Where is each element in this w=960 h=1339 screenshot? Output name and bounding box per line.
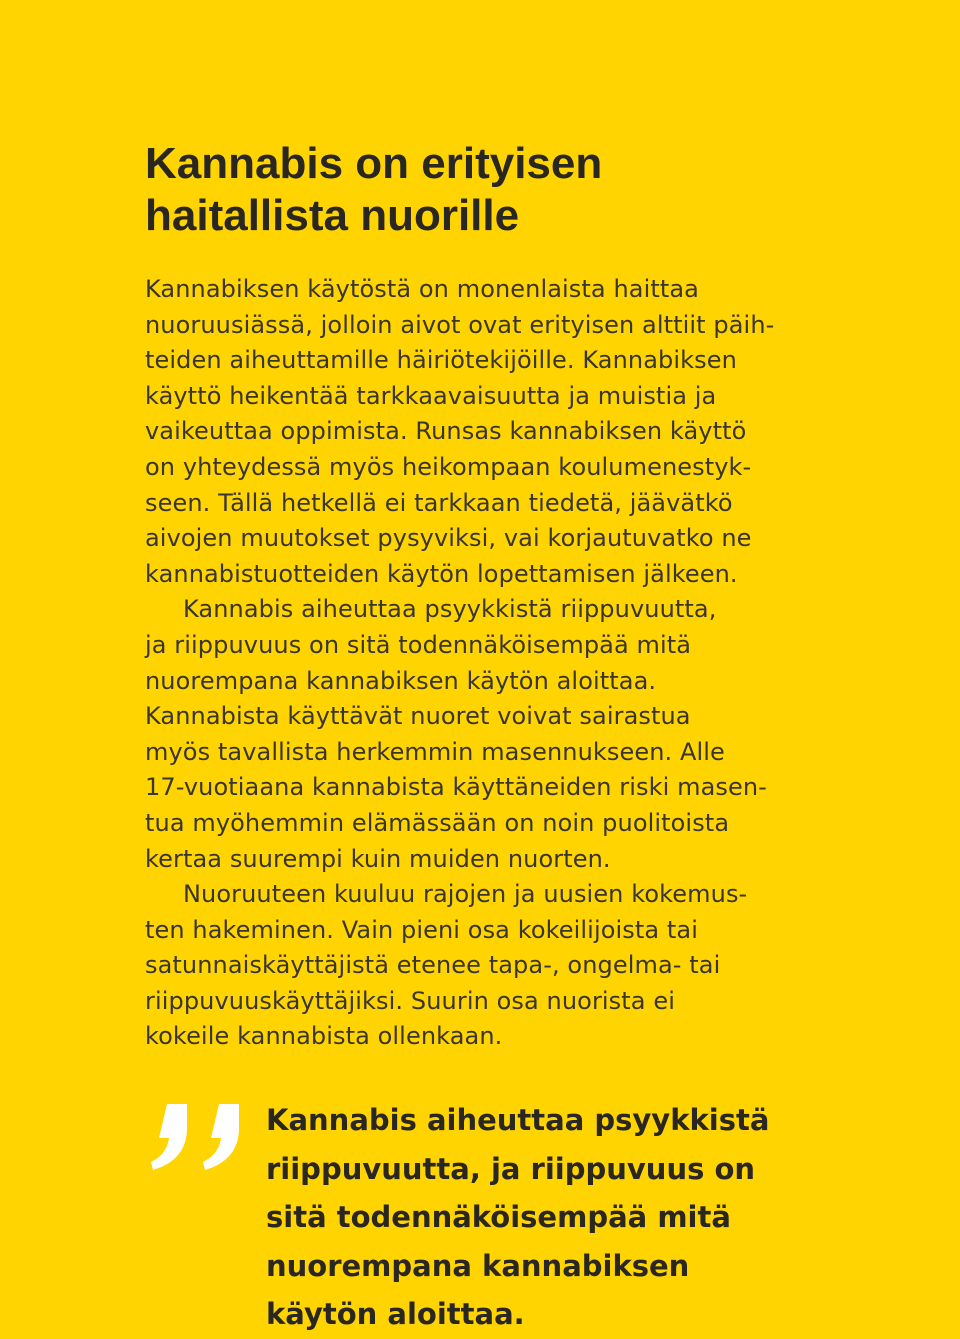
pull-quote-line: sitä todennäköisempää mitä — [266, 1200, 731, 1234]
body-line: riippuvuuskäyttäjiksi. Suurin osa nuorista ei — [145, 986, 675, 1015]
body-line: kannabistuotteiden käytön lopettamisen jälkeen. — [145, 559, 738, 588]
body-line: teiden aiheuttamille häiriötekijöille. Kannabiksen — [145, 346, 737, 375]
pull-quote — [266, 1096, 886, 1339]
body-line: Kannabista käyttävät nuoret voivat sairastua — [145, 702, 691, 731]
body-line: Nuoruuteen kuuluu rajojen ja uusien kokemus- — [183, 880, 748, 909]
title-line: Kannabis on erityisen — [145, 139, 603, 188]
body-line: ja riippuvuus on sitä todennäköisempää mitä — [145, 630, 692, 659]
pull-quote-line: käytön aloittaa. — [266, 1297, 525, 1331]
title-line: haitallista nuorille — [145, 191, 520, 240]
pull-quote-line: Kannabis aiheuttaa psyykkistä — [266, 1103, 770, 1137]
body-line: on yhteydessä myös heikompaan koulumenestyk- — [145, 452, 752, 481]
quotation-mark-icon — [145, 1098, 245, 1178]
body-line: käyttö heikentää tarkkaavaisuutta ja muistia ja — [145, 381, 717, 410]
quote-mark-right — [203, 1104, 239, 1170]
pull-quote-line: nuorempana kannabiksen — [266, 1248, 690, 1283]
page-title — [145, 138, 865, 242]
body-line: vaikeuttaa oppimista. Runsas kannabiksen käyttö — [145, 417, 747, 446]
body-line: Kannabiksen käytöstä on monenlaista haittaa — [145, 275, 699, 303]
quote-mark-left — [151, 1104, 187, 1170]
body-line: tua myöhemmin elämässään on noin puolitoista — [145, 808, 730, 837]
body-line: aivojen muutokset pysyviksi, vai korjautuvatko ne — [145, 524, 752, 553]
body-line: ten hakeminen. Vain pieni osa kokeilijoista tai — [145, 915, 698, 944]
body-line: nuoruusiässä, jolloin aivot ovat erityisen alttiit päih- — [145, 310, 775, 339]
body-line: nuorempana kannabiksen käytön aloittaa. — [145, 666, 657, 695]
body-line: kokeile kannabista ollenkaan. — [145, 1022, 503, 1051]
pull-quote-line: riippuvuutta, ja riippuvuus on — [266, 1151, 756, 1186]
body-line: 17-vuotiaana kannabista käyttäneiden riski masen- — [145, 773, 767, 802]
body-text — [145, 272, 845, 1055]
body-line: seen. Tällä hetkellä ei tarkkaan tiedetä, jäävätkö — [145, 488, 733, 517]
body-line: myös tavallista herkemmin masennukseen. Alle — [145, 737, 725, 766]
body-line: Kannabis aiheuttaa psyykkistä riippuvuutta, — [183, 595, 717, 624]
body-line: kertaa suurempi kuin muiden nuorten. — [145, 844, 611, 873]
body-line: satunnaiskäyttäjistä etenee tapa-, ongelma- tai — [145, 951, 721, 980]
